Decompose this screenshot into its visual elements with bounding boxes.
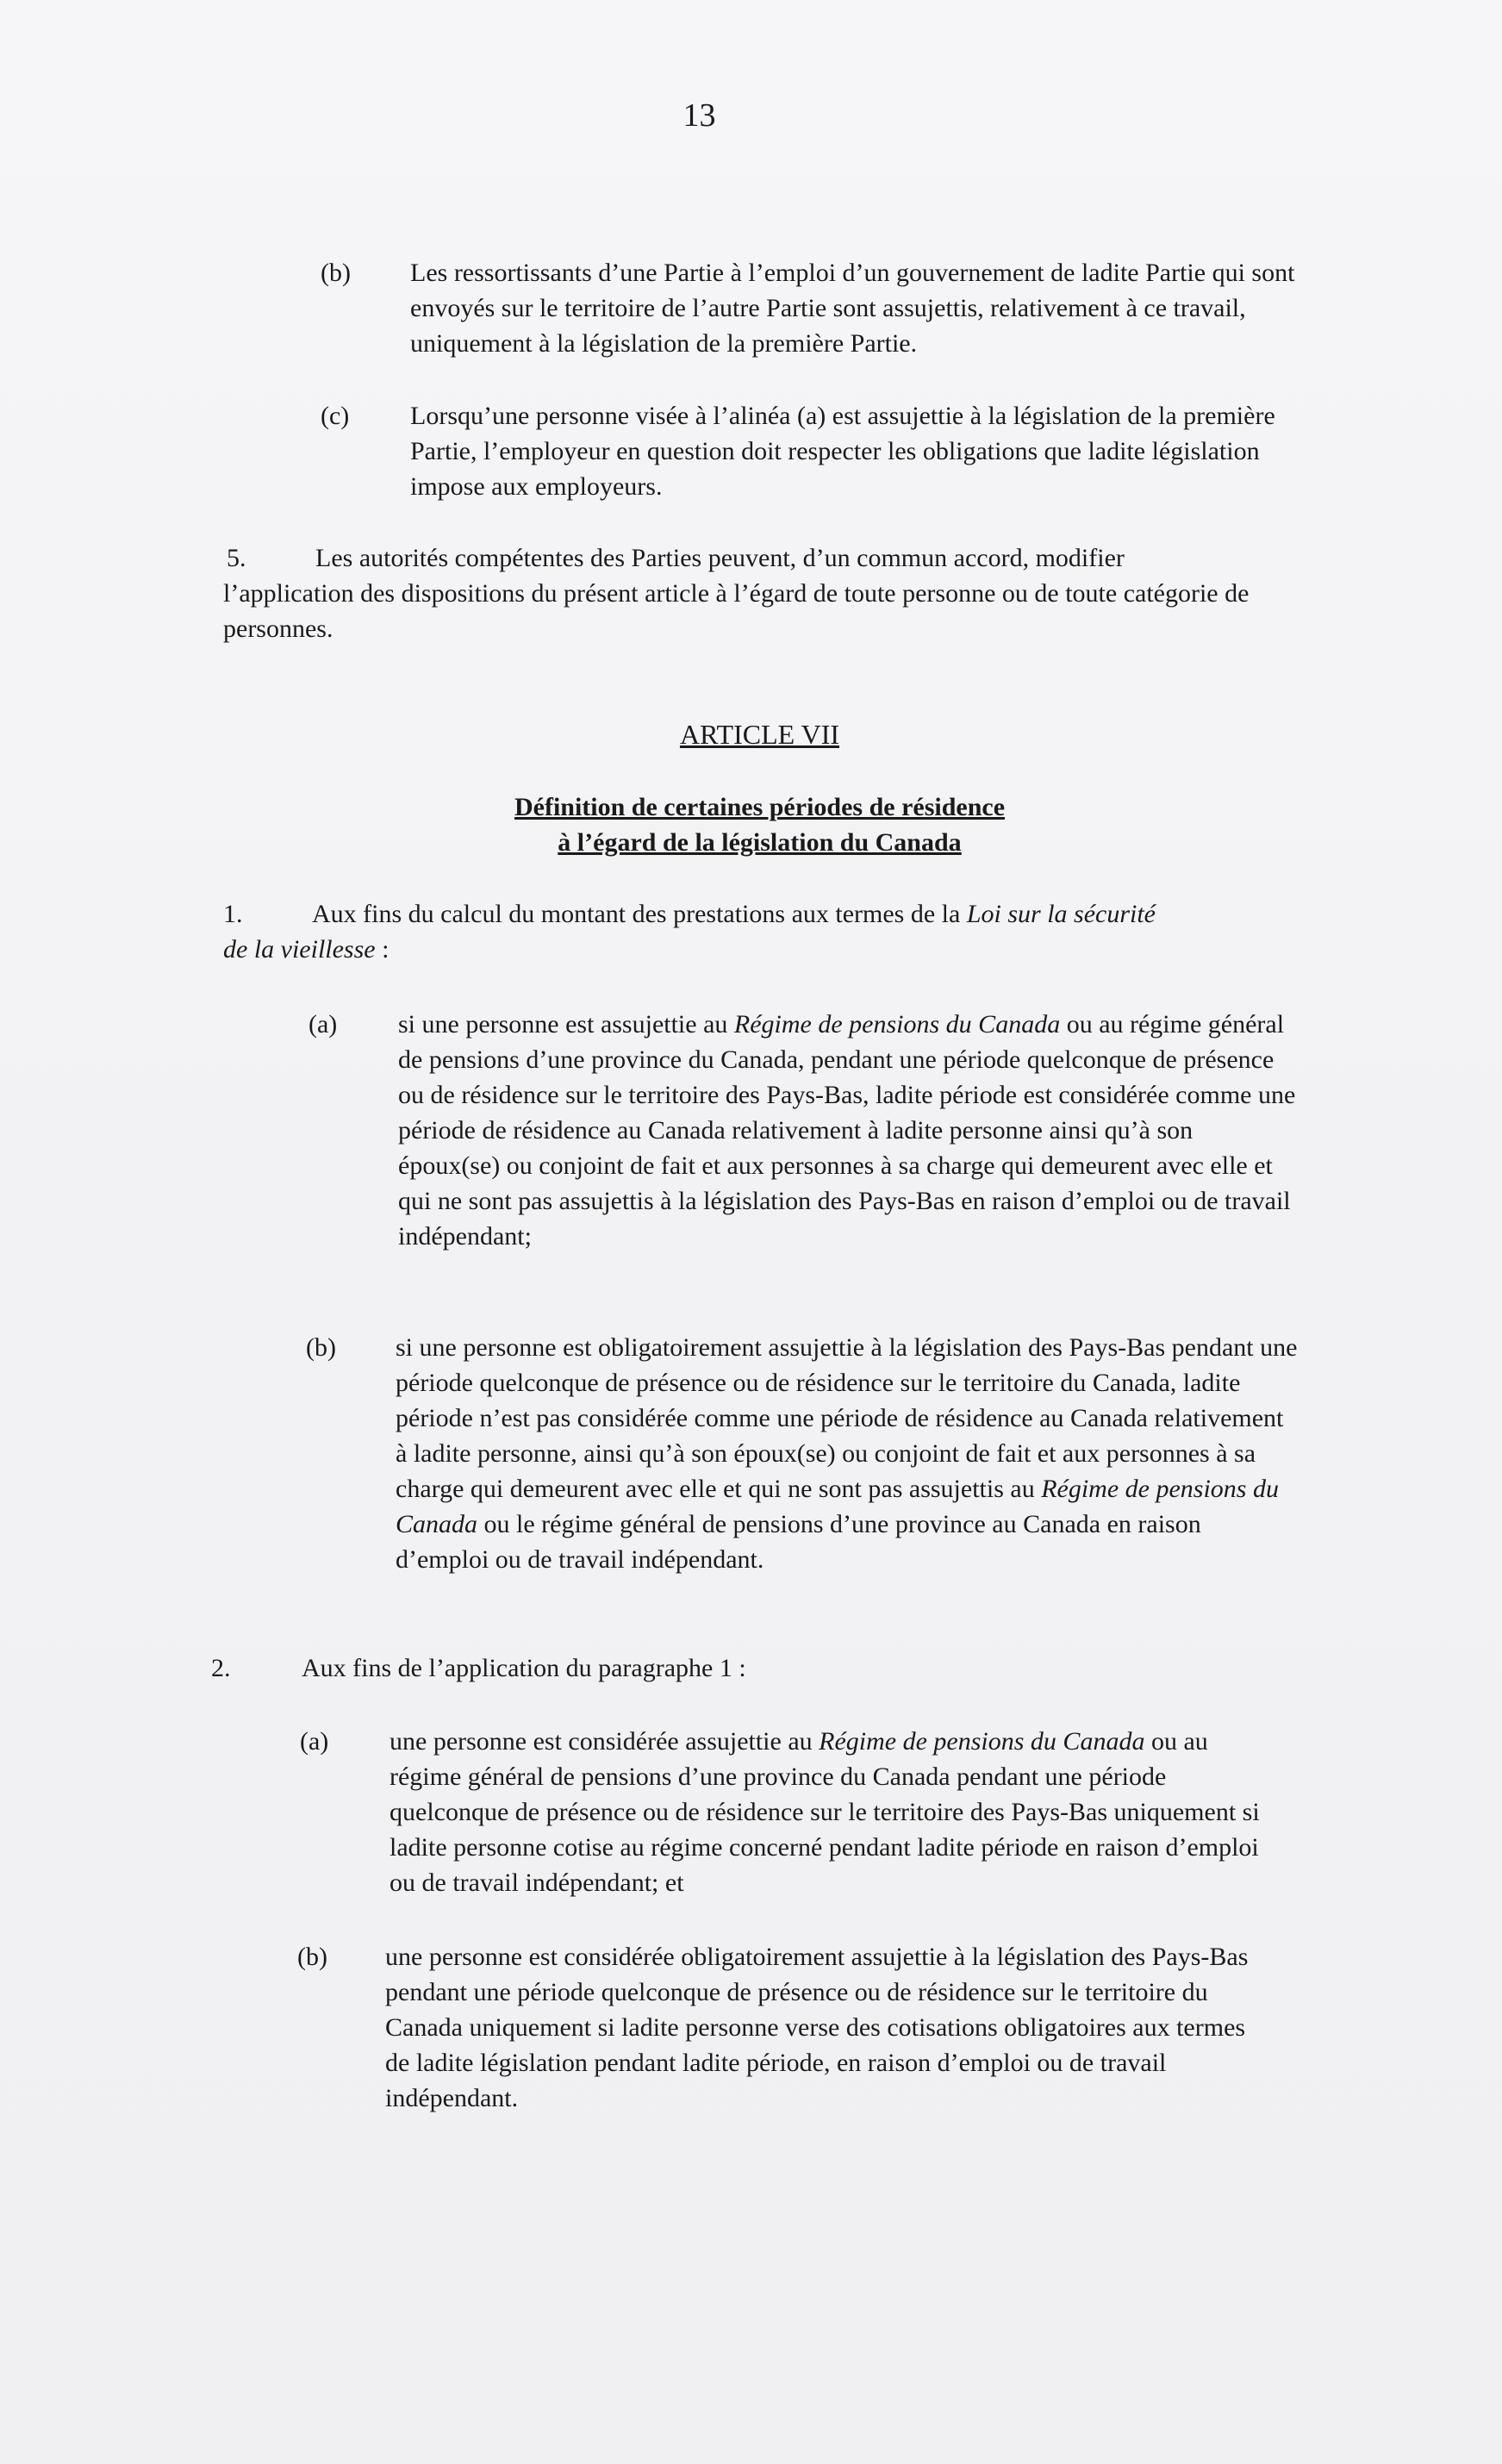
art7-p1-b-text-after: ou le régime général de pensions d’une province au Canada en raison d’emploi ou de travail indépendant. — [396, 1510, 1201, 1574]
art7-p1-intro-line1 — [312, 896, 1294, 932]
section-heading-line2: à l’égard de la législation du Canada — [558, 828, 962, 857]
art6-p5-text-first: Les autorités compétentes des Parties peuvent, d’un commun accord, modifier — [315, 544, 1125, 572]
art7-p1-intro-text: Aux fins du calcul du montant des prestations aux termes de la — [312, 900, 961, 928]
art7-p1-a-label: (a) — [309, 1010, 338, 1039]
art7-p2-b-label: (b) — [297, 1943, 327, 1971]
art7-p1-intro-italic-1: Loi sur la sécurité — [966, 900, 1156, 928]
section-heading-line1: Définition de certaines périodes de résidence — [514, 793, 1006, 821]
article-title: ARTICLE VII — [679, 719, 839, 750]
art7-p1-a-italic: Régime de pensions du Canada — [733, 1010, 1061, 1039]
art7-p2-b-text: une personne est considérée obligatoirement assujettie à la législation des Pays-Bas pendant une période quelconque de présence ou de résidence sur le territoire du Canada uniquement si ladite personne verse des cotisations obligatoires aux termes de ladite législation pendant ladite période, en raison d’emploi ou de travail indépendant. — [385, 1943, 1249, 2112]
art7-p2-number: 2. — [211, 1654, 231, 1682]
art6-p5-text-rest: l’application des dispositions du présent article à l’égard de toute personne ou de toute catégorie de personnes. — [223, 579, 1250, 643]
art7-p1-a-text-after: ou au régime général de pensions d’une province du Canada, pendant une période quelconque de présence ou de résidence sur le territoire des Pays-Bas, ladite période est considérée comme une période de résidence au Canada relativement à ladite personne ainsi qu’à son époux(se) ou conjoint de fait et aux personnes à sa charge qui demeurent avec elle et qui ne sont pas assujettis à la législation des Pays-Bas en raison d’emploi ou de travail indépendant; — [398, 1010, 1296, 1251]
art7-p1-a-text-before: si une personne est assujettie au — [398, 1010, 734, 1039]
art7-p1-b-text-before: si une personne est obligatoirement assujettie à la législation des Pays-Bas pendant une période quelconque de présence ou de résidence sur le territoire du Canada, ladite période n’est pas considérée comme une période de résidence au Canada relativement à ladite personne, ainsi qu’à son époux(se) ou conjoint de fait et aux personnes à sa charge qui demeurent avec elle et qui ne sont pas assujettis au — [396, 1333, 1298, 1503]
art7-p2-a-label: (a) — [300, 1727, 329, 1756]
art7-p1-b-italic: Régime de pensions du Canada — [396, 1475, 1279, 1538]
art7-p1-b-label: (b) — [306, 1333, 336, 1362]
art7-p1-intro-end: : — [375, 935, 390, 964]
art7-p1-number: 1. — [223, 900, 243, 928]
art7-p2-a-text — [390, 1724, 1268, 1900]
art7-p2-a-text-after: ou au régime général de pensions d’une province du Canada pendant une période quelconque de présence ou de résidence sur le territoire des Pays-Bas uniquement si ladite personne cotise au régime concerné pendant ladite période en raison d’emploi ou de travail indépendant; et — [390, 1727, 1260, 1897]
art6-p5-number: 5. — [227, 544, 246, 572]
art6-c-label: (c) — [321, 402, 350, 430]
art7-p1-b-text — [396, 1330, 1300, 1577]
art7-p1-intro-italic-2: de la vieillesse — [223, 935, 376, 964]
art6-b-text: Les ressortissants d’une Partie à l’emploi d’un gouvernement de ladite Partie qui sont envoyés sur le territoire de l’autre Partie sont assujettis, relativement à ce travail, uniquement à la législation de la première Partie. — [410, 259, 1295, 358]
art7-p2-a-text-before: une personne est considérée assujettie au — [390, 1727, 820, 1756]
art7-p1-intro-line2 — [223, 932, 389, 967]
art6-c-text: Lorsqu’une personne visée à l’alinéa (a) est assujettie à la législation de la première Partie, l’employeur en question doit respecter les obligations que ladite législation impose aux employeurs. — [410, 402, 1275, 501]
art6-b-label: (b) — [321, 259, 351, 287]
page-number: 13 — [682, 97, 716, 134]
art7-p1-a-text — [398, 1007, 1298, 1254]
art7-p2-intro: Aux fins de l’application du paragraphe 1 : — [302, 1654, 746, 1682]
art7-p2-a-italic: Régime de pensions du Canada — [819, 1727, 1145, 1756]
